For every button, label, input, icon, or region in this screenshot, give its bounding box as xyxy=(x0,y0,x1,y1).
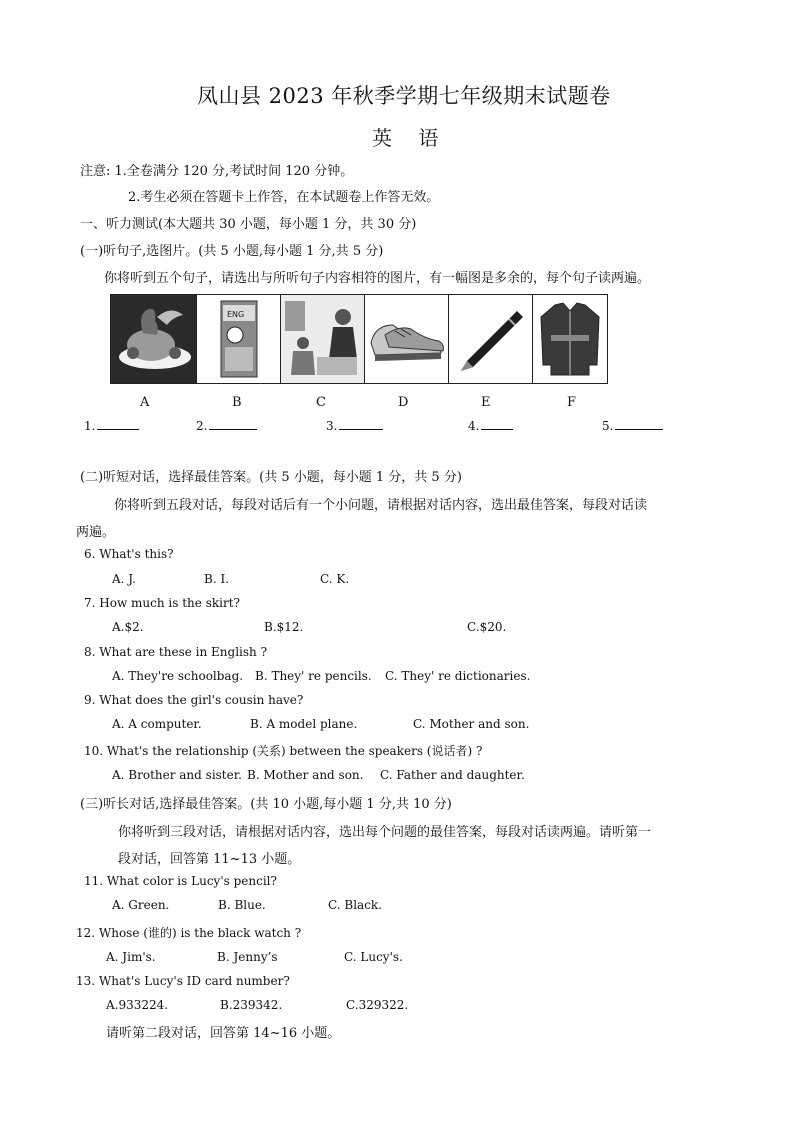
part-2-instruction-line-2: 两遍。 xyxy=(76,525,116,540)
question-12: 12. Whose (谁的) is the black watch ? xyxy=(76,926,302,940)
question-12-option-b[interactable]: B. Jenny’s xyxy=(217,950,278,964)
section-1-heading: 一、听力测试(本大题共 30 小题，每小题 1 分，共 30 分) xyxy=(80,217,417,232)
question-11: 11. What color is Lucy's pencil? xyxy=(84,874,277,888)
answer-blank-5[interactable]: 5. xyxy=(602,419,663,433)
part-3-heading: (三)听长对话,选择最佳答案。(共 10 小题,每小题 1 分,共 10 分) xyxy=(80,797,452,812)
picture-strip xyxy=(110,294,608,384)
question-11-option-b[interactable]: B. Blue. xyxy=(218,898,266,912)
question-11-option-c[interactable]: C. Black. xyxy=(328,898,382,912)
question-10: 10. What's the relationship (关系) between the speakers (说话者) ? xyxy=(84,744,483,758)
question-10-option-b[interactable]: B. Mother and son. xyxy=(247,768,364,782)
question-7-option-b[interactable]: B.$12. xyxy=(264,620,304,634)
page-title: 凤山县 2023 年秋季学期七年级期末试题卷 xyxy=(197,84,611,108)
answer-blank-3[interactable]: 3. xyxy=(326,419,383,433)
question-9-option-c[interactable]: C. Mother and son. xyxy=(413,717,530,731)
picture-f-jacket xyxy=(533,295,607,383)
question-9-option-a[interactable]: A. A computer. xyxy=(112,717,202,731)
question-8-option-c[interactable]: C. They' re dictionaries. xyxy=(385,669,531,683)
question-6-option-c[interactable]: C. K. xyxy=(320,572,350,586)
picture-a-turkey xyxy=(111,295,197,383)
question-12-option-a[interactable]: A. Jim's. xyxy=(106,950,156,964)
part-2-instruction-line-1: 你将听到五段对话，每段对话后有一个小问题，请根据对话内容，选出最佳答案，每段对话读 xyxy=(114,498,648,513)
question-13-option-b[interactable]: B.239342. xyxy=(220,998,283,1012)
picture-b-book xyxy=(197,295,281,383)
picture-d-shoes xyxy=(365,295,449,383)
question-11-option-a[interactable]: A. Green. xyxy=(112,898,170,912)
question-9: 9. What does the girl's cousin have? xyxy=(84,693,304,707)
question-6-option-b[interactable]: B. I. xyxy=(204,572,230,586)
part-3-next-instruction: 请听第二段对话，回答第 14~16 小题。 xyxy=(106,1026,341,1041)
picture-letter-f: F xyxy=(567,395,577,410)
part-3-instruction-line-2: 段对话，回答第 11~13 小题。 xyxy=(118,852,301,867)
picture-letter-d: D xyxy=(398,395,409,410)
question-6: 6. What's this? xyxy=(84,547,174,561)
question-9-option-b[interactable]: B. A model plane. xyxy=(250,717,358,731)
question-8-option-a[interactable]: A. They're schoolbag. xyxy=(112,669,244,683)
question-8-option-b[interactable]: B. They' re pencils. xyxy=(255,669,372,683)
pen-picture xyxy=(449,295,533,383)
answer-blank-1[interactable]: 1. xyxy=(84,419,139,433)
part-1-heading: (一)听句子,选图片。(共 5 小题,每小题 1 分,共 5 分) xyxy=(80,244,384,259)
svg-text:ENG: ENG xyxy=(227,310,245,319)
book-picture xyxy=(197,295,281,383)
note-1: 注意: 1.全卷满分 120 分,考试时间 120 分钟。 xyxy=(80,164,354,179)
jacket-picture xyxy=(533,295,607,383)
answer-blank-2[interactable]: 2. xyxy=(196,419,257,433)
question-6-option-a[interactable]: A. J. xyxy=(112,572,136,586)
question-10-option-a[interactable]: A. Brother and sister. xyxy=(112,768,242,782)
picture-e-pen xyxy=(449,295,533,383)
picture-letter-e: E xyxy=(481,395,491,410)
question-7-option-c[interactable]: C.$20. xyxy=(467,620,507,634)
question-8: 8. What are these in English ? xyxy=(84,645,268,659)
question-7-option-a[interactable]: A.$2. xyxy=(112,620,144,634)
answer-blank-4[interactable]: 4. xyxy=(468,419,513,433)
question-13-option-c[interactable]: C.329322. xyxy=(346,998,409,1012)
part-1-instruction: 你将听到五个句子，请选出与所听句子内容相符的图片，有一幅图是多余的，每个句子读两遍。 xyxy=(104,271,651,286)
part-2-heading: (二)听短对话，选择最佳答案。(共 5 小题，每小题 1 分，共 5 分) xyxy=(80,470,462,485)
shoes-picture xyxy=(365,295,449,383)
turkey-picture xyxy=(111,295,197,383)
classroom-picture xyxy=(281,295,365,383)
question-7: 7. How much is the skirt? xyxy=(84,596,240,610)
question-13: 13. What's Lucy's ID card number? xyxy=(76,974,290,988)
question-12-option-c[interactable]: C. Lucy's. xyxy=(344,950,403,964)
picture-letter-b: B xyxy=(232,395,242,410)
question-10-option-c[interactable]: C. Father and daughter. xyxy=(380,768,525,782)
picture-c-classroom xyxy=(281,295,365,383)
subject-title: 英 语 xyxy=(372,126,449,150)
part-3-instruction-line-1: 你将听到三段对话，请根据对话内容，选出每个问题的最佳答案，每段对话读两遍。请听第一 xyxy=(118,825,652,840)
picture-letter-c: C xyxy=(316,395,326,410)
note-2: 2.考生必须在答题卡上作答，在本试题卷上作答无效。 xyxy=(128,190,440,205)
picture-letter-a: A xyxy=(140,395,150,410)
question-13-option-a[interactable]: A.933224. xyxy=(106,998,169,1012)
